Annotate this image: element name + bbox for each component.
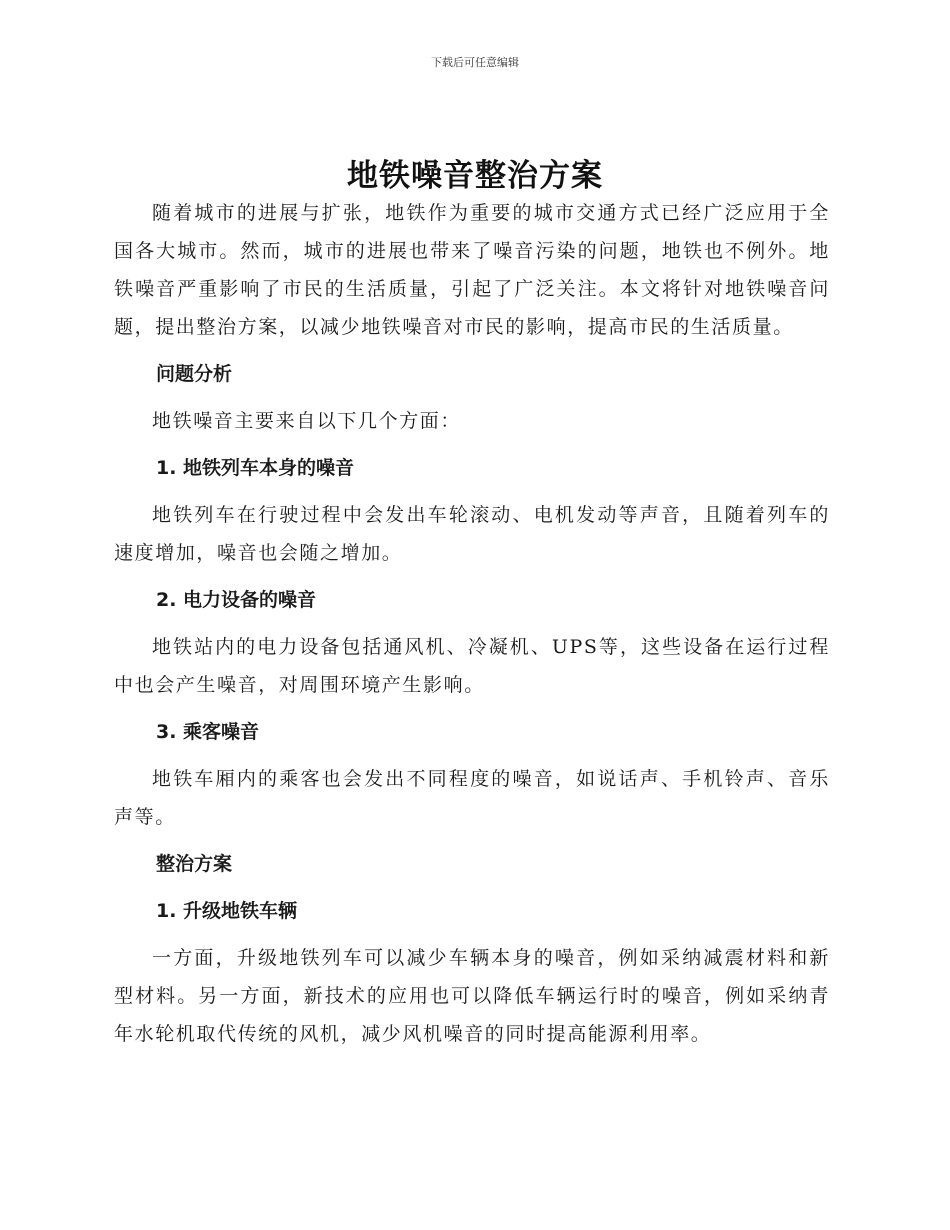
header-note: 下载后可任意编辑 [431,56,519,69]
item-paragraph-power-equipment: 地铁站内的电力设备包括通风机、冷凝机、UPS等，这些设备在运行过程中也会产生噪音，对周围环境产生影响。 [114,636,830,696]
section-lead-paragraph: 地铁噪音主要来自以下几个方面： [152,410,462,432]
plan-paragraph-upgrade-vehicles: 一方面，升级地铁列车可以减少车辆本身的噪音，例如采纳减震材料和新型材料。另一方面，新技术的应用也可以降低车辆运行时的噪音，例如采纳青年水轮机取代传统的风机，减少风机噪音的同时提高能源利用率。 [114,947,830,1045]
item-paragraph-train-noise: 地铁列车在行驶过程中会发出车轮滚动、电机发动等声音，且随着列车的速度增加，噪音也会随之增加。 [114,504,830,564]
item-heading-passenger-noise: 3. 乘客噪音 [156,721,260,743]
intro-paragraph: 随着城市的进展与扩张，地铁作为重要的城市交通方式已经广泛应用于全国各大城市。然而，城市的进展也带来了噪音污染的问题，地铁也不例外。地铁噪音严重影响了市民的生活质量，引起了广泛关注。本文将针对地铁噪音问题，提出整治方案，以减少地铁噪音对市民的影响，提高市民的生活质量。 [114,202,830,338]
item-heading-power-equipment: 2. 电力设备的噪音 [156,589,317,611]
item-paragraph-passenger-noise: 地铁车厢内的乘客也会发出不同程度的噪音，如说话声、手机铃声、音乐声等。 [114,768,830,828]
document-body [114,194,830,1053]
document-title: 地铁噪音整治方案 [347,158,603,194]
item-heading-train-noise: 1. 地铁列车本身的噪音 [156,457,355,479]
plan-heading-upgrade-vehicles: 1. 升级地铁车辆 [156,900,298,922]
section-heading-remediation-plan: 整治方案 [156,853,233,875]
section-heading-problem-analysis: 问题分析 [156,363,233,385]
